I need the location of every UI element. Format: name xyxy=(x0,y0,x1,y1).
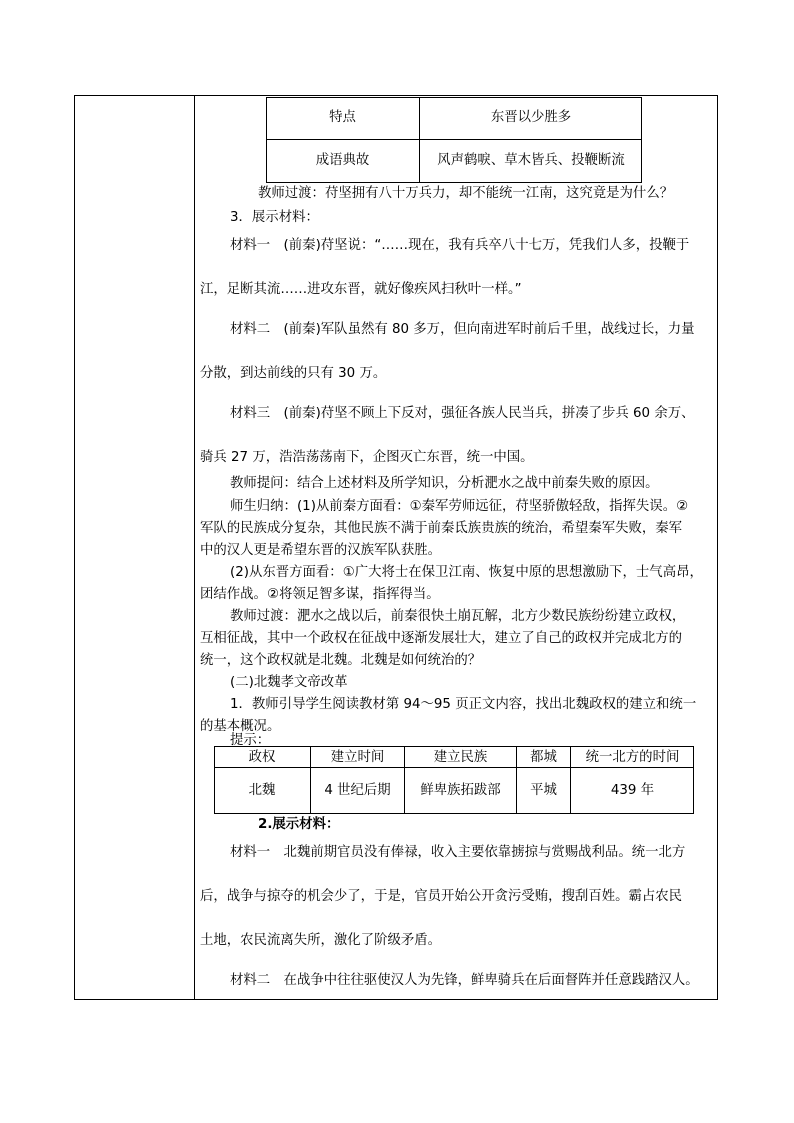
paragraph: 江，足断其流……进攻东晋，就好像疾风扫秋叶一样。” xyxy=(200,282,522,297)
table-cell: 平城 xyxy=(530,783,557,798)
paragraph: 材料二 在战争中往往驱使汉人为先锋，鲜卑骑兵在后面督阵并任意践踏汉人。 xyxy=(230,973,699,988)
table-cell-value: 风声鹤唳、草木皆兵、投鞭断流 xyxy=(437,153,625,168)
paragraph: (2)从东晋方面看：①广大将士在保卫江南、恢复中原的思想激励下，士气高昂， xyxy=(230,565,703,580)
table-header: 建立时间 xyxy=(330,750,385,765)
table-cell-label: 特点 xyxy=(329,110,356,125)
paragraph: 材料一 北魏前期官员没有俸禄，收入主要依靠掳掠与赏赐战利品。统一北方 xyxy=(230,845,686,860)
table-cell: 北魏 xyxy=(248,783,276,798)
paragraph: 教师过渡：淝水之战以后，前秦很快土崩瓦解，北方少数民族纷纷建立政权， xyxy=(230,609,686,624)
paragraph: 3．展示材料： xyxy=(230,210,319,225)
paragraph: 互相征战，其中一个政权在征战中逐渐发展壮大，建立了自己的政权并完成北方的 xyxy=(200,631,683,646)
paragraph: 教师提问：结合上述材料及所学知识，分析淝水之战中前秦失败的原因。 xyxy=(230,476,659,491)
table-cell-label: 成语典故 xyxy=(315,153,370,168)
table-cell: 439 年 xyxy=(610,783,655,798)
table-cell: 4 世纪后期 xyxy=(324,783,391,798)
table-divider xyxy=(266,139,642,140)
outer-table-divider xyxy=(194,95,195,1000)
paragraph: 2.展示材料： xyxy=(258,817,340,832)
table-cell: 鲜卑族拓跋部 xyxy=(420,783,501,798)
paragraph: 军队的民族成分复杂，其他民族不满于前秦氐族贵族的统治，希望秦军失败，秦军 xyxy=(200,521,683,536)
paragraph: 提示： xyxy=(230,733,271,748)
paragraph: 材料二 (前秦)军队虽然有 80 多万，但向南进军时前后千里，战线过长，力量 xyxy=(230,322,695,337)
section-heading: (二)北魏孝文帝改革 xyxy=(230,675,348,690)
table-header: 统一北方的时间 xyxy=(585,750,680,765)
paragraph: 团结作战。②将领足智多谋，指挥得当。 xyxy=(200,587,440,602)
table-header: 都城 xyxy=(530,750,557,765)
paragraph: 统一，这个政权就是北魏。北魏是如何统治的？ xyxy=(200,653,482,668)
paragraph: 分散，到达前线的只有 30 万。 xyxy=(200,366,387,381)
table-divider xyxy=(214,767,694,768)
table-header: 政权 xyxy=(248,750,276,765)
table-cell-value: 东晋以少胜多 xyxy=(490,110,572,125)
paragraph: 材料一 (前秦)苻坚说：“……现在，我有兵卒八十七万，凭我们人多，投鞭于 xyxy=(230,238,690,253)
paragraph: 教师过渡：苻坚拥有八十万兵力，却不能统一江南，这究竟是为什么？ xyxy=(258,186,674,201)
paragraph: 材料三 (前秦)苻坚不顾上下反对，强征各族人民当兵，拼凑了步兵 60 余万、 xyxy=(230,406,695,421)
paragraph: 师生归纳：(1)从前秦方面看：①秦军劳师远征，苻坚骄傲轻敌，指挥失误。② xyxy=(230,499,689,514)
paragraph: 骑兵 27 万，浩浩荡荡南下，企图灭亡东晋，统一中国。 xyxy=(200,450,534,465)
paragraph: 后，战争与掠夺的机会少了，于是，官员开始公开贪污受贿，搜刮百姓。霸占农民 xyxy=(200,889,683,904)
table-header: 建立民族 xyxy=(433,750,488,765)
paragraph: 土地，农民流离失所，激化了阶级矛盾。 xyxy=(200,933,442,948)
paragraph: 中的汉人更是希望东晋的汉族军队获胜。 xyxy=(200,543,442,558)
paragraph: 的基本概况。 xyxy=(200,719,281,734)
paragraph: 1．教师引导学生阅读教材第 94～95 页正文内容，找出北魏政权的建立和统一 xyxy=(230,697,697,712)
